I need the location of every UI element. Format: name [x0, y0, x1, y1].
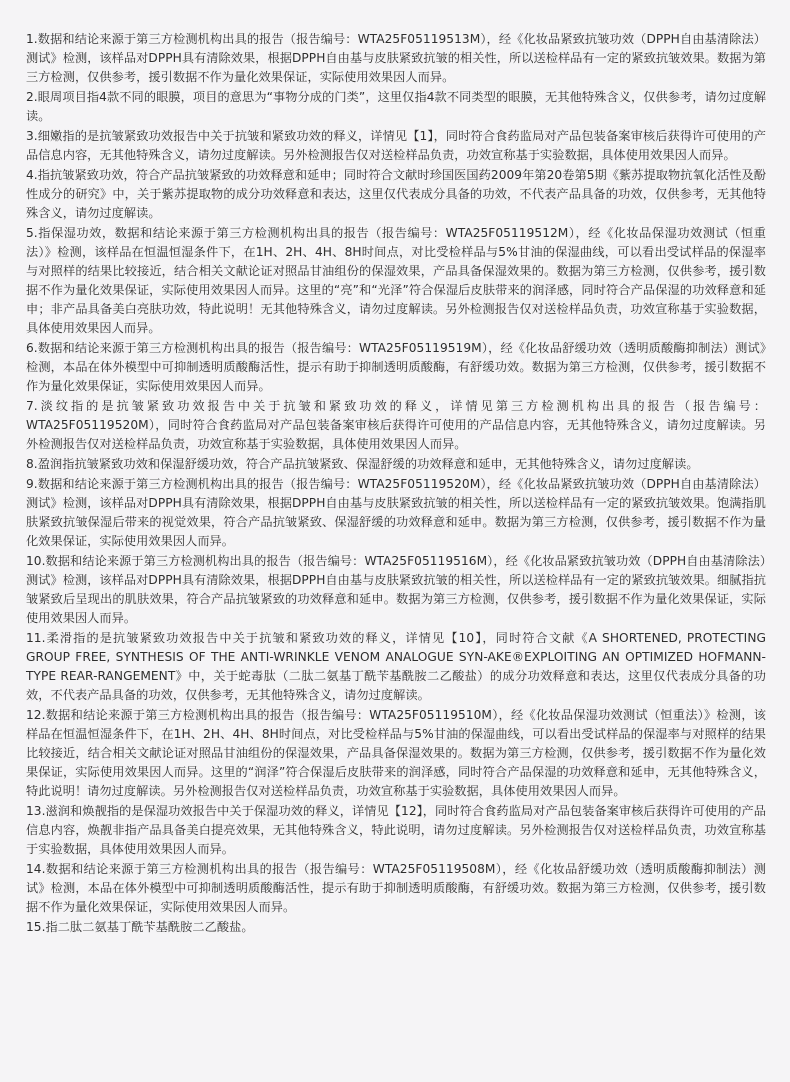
disclaimer-note-10: 10.数据和结论来源于第三方检测机构出具的报告（报告编号：WTA25F05119516M），经《化妆品紧致抗皱功效（DPPH自由基清除法）测试》检测，该样品对DPPH具有清除效果，根据DPPH自由基与皮肤紧致抗皱的相关性，所以送检样品有一定的紧致抗皱效果。细腻指抗皱紧致后呈现出的肌肤效果，符合产品抗皱紧致的功效释意和延申。数据为第三方检测，仅供参考，援引数据不作为量化效果保证，实际使用效果因人而异。	[26, 554, 766, 625]
disclaimer-note-7: 7.淡纹指的是抗皱紧致功效报告中关于抗皱和紧致功效的释义，详情见第三方检测机构出具的报告（报告编号：WTA25F05119520M），同时符合食药监局对产品包装备案审核后获得许可使用的产品信息内容，无其他特殊含义，请勿过度解读。另外检测报告仅对送检样品负责，功效宣称基于实验数据，具体使用效果因人而异。	[26, 399, 766, 451]
disclaimer-note-14: 14.数据和结论来源于第三方检测机构出具的报告（报告编号：WTA25F05119508M），经《化妆品舒缓功效（透明质酸酶抑制法）测试》检测，本品在体外模型中可抑制透明质酸酶活性，提示有助于抑制透明质酸酶，有舒缓功效。数据为第三方检测，仅供参考，援引数据不作为量化效果保证，实际使用效果因人而异。	[26, 862, 766, 914]
disclaimer-note-4: 4.指抗皱紧致功效，符合产品抗皱紧致的功效释意和延申；同时符合文献时珍国医国药2009年第20卷第5期《紫苏提取物抗氧化活性及酚性成分的研究》中，关于紫苏提取物的成分功效释意和表达，这里仅代表成分具备的功效，不代表产品具备的功效，仅供参考，无其他特殊含义，请勿过度解读。	[26, 168, 766, 220]
disclaimer-note-12: 12.数据和结论来源于第三方检测机构出具的报告（报告编号：WTA25F05119510M），经《化妆品保湿功效测试（恒重法）》检测，该样品在恒温恒湿条件下，在1H、2H、4H、8H时间点，对比受检样品与5%甘油的保湿曲线，可以看出受试样品的保湿率与对照样的结果比较接近，结合相关文献论证对照品甘油组份的保湿效果，产品具备保湿效果的。数据为第三方检测，仅供参考，援引数据不作为量化效果保证，实际使用效果因人而异。这里的“润泽”符合保湿后皮肤带来的润泽感，同时符合产品保湿的功效释意和延申，无其他特殊含义，特此说明！请勿过度解读。另外检测报告仅对送检样品负责，功效宣称基于实验数据，具体使用效果因人而异。	[26, 708, 766, 798]
disclaimer-note-3: 3.细嫩指的是抗皱紧致功效报告中关于抗皱和紧致功效的释义，详情见【1】，同时符合食药监局对产品包装备案审核后获得许可使用的产品信息内容，无其他特殊含义，请勿过度解读。另外检测报告仅对送检样品负责，功效宣称基于实验数据，具体使用效果因人而异。	[26, 129, 766, 162]
disclaimer-notes-list	[26, 30, 766, 937]
disclaimer-note-9: 9.数据和结论来源于第三方检测机构出具的报告（报告编号：WTA25F05119520M），经《化妆品紧致抗皱功效（DPPH自由基清除法）测试》检测，该样品对DPPH具有清除效果，根据DPPH自由基与皮肤紧致抗皱的相关性，所以送检样品有一定的紧致抗皱效果。饱满指肌肤紧致抗皱保湿后带来的视觉效果，符合产品抗皱紧致、保湿舒缓的功效释意和延申。数据为第三方检测，仅供参考，援引数据不作为量化效果保证，实际使用效果因人而异。	[26, 477, 766, 548]
disclaimer-note-5: 5.指保湿功效，数据和结论来源于第三方检测机构出具的报告（报告编号：WTA25F05119512M），经《化妆品保湿功效测试（恒重法）》检测，该样品在恒温恒湿条件下，在1H、2H、4H、8H时间点，对比受检样品与5%甘油的保湿曲线，可以看出受试样品的保湿率与对照样的结果比较接近，结合相关文献论证对照品甘油组份的保湿效果，产品具备保湿效果的。数据为第三方检测，仅供参考，援引数据不作为量化效果保证，实际使用效果因人而异。这里的“亮”和“光泽”符合保湿后皮肤带来的润泽感，同时符合产品保湿的功效释意和延申；非产品具备美白亮肤功效，特此说明！无其他特殊含义，请勿过度解读。另外检测报告仅对送检样品负责，功效宣称基于实验数据，具体使用效果因人而异。	[26, 226, 766, 335]
disclaimer-note-11: 11.柔滑指的是抗皱紧致功效报告中关于抗皱和紧致功效的释义，详情见【10】，同时符合文献《A SHORTENED, PROTECTING GROUP FREE, SYNTHESIS OF THE ANTI-WRINKLE VENOM ANALOGUE SYN-AKE®EXPLOITING AN OPTIMIZED HOFMANN-TYPE REAR-RANGEMENT》中，关于蛇毒肽（二肽二氨基丁酰苄基酰胺二乙酸盐）的成分功效释意和表达，这里仅代表成分具备的功效，不代表产品具备的功效，仅供参考，无其他特殊含义，请勿过度解读。	[26, 631, 766, 702]
disclaimer-note-2: 2.眼周项目指4款不同的眼膜，项目的意思为“事物分成的门类”，这里仅指4款不同类型的眼膜，无其他特殊含义，仅供参考，请勿过度解读。	[26, 90, 766, 123]
disclaimer-note-1: 1.数据和结论来源于第三方检测机构出具的报告（报告编号：WTA25F05119513M），经《化妆品紧致抗皱功效（DPPH自由基清除法）测试》检测，该样品对DPPH具有清除效果，根据DPPH自由基与皮肤紧致抗皱的相关性，所以送检样品有一定的紧致抗皱效果。数据为第三方检测，仅供参考，援引数据不作为量化效果保证，实际使用效果因人而异。	[26, 32, 766, 84]
disclaimer-note-8: 8.盈润指抗皱紧致功效和保湿舒缓功效，符合产品抗皱紧致、保湿舒缓的功效释意和延申，无其他特殊含义，请勿过度解读。	[26, 457, 699, 471]
disclaimer-note-15: 15.指二肽二氨基丁酰苄基酰胺二乙酸盐。	[26, 920, 254, 934]
disclaimer-note-13: 13.滋润和焕靓指的是保湿功效报告中关于保湿功效的释义，详情见【12】，同时符合食药监局对产品包装备案审核后获得许可使用的产品信息内容，焕靓非指产品具备美白提亮效果，无其他特殊含义，特此说明，请勿过度解读。另外检测报告仅对送检样品负责，功效宣称基于实验数据，具体使用效果因人而异。	[26, 804, 766, 856]
disclaimer-note-6: 6.数据和结论来源于第三方检测机构出具的报告（报告编号：WTA25F05119519M），经《化妆品舒缓功效（透明质酸酶抑制法）测试》检测，本品在体外模型中可抑制透明质酸酶活性，提示有助于抑制透明质酸酶，有舒缓功效。数据为第三方检测，仅供参考，援引数据不作为量化效果保证，实际使用效果因人而异。	[26, 341, 766, 393]
